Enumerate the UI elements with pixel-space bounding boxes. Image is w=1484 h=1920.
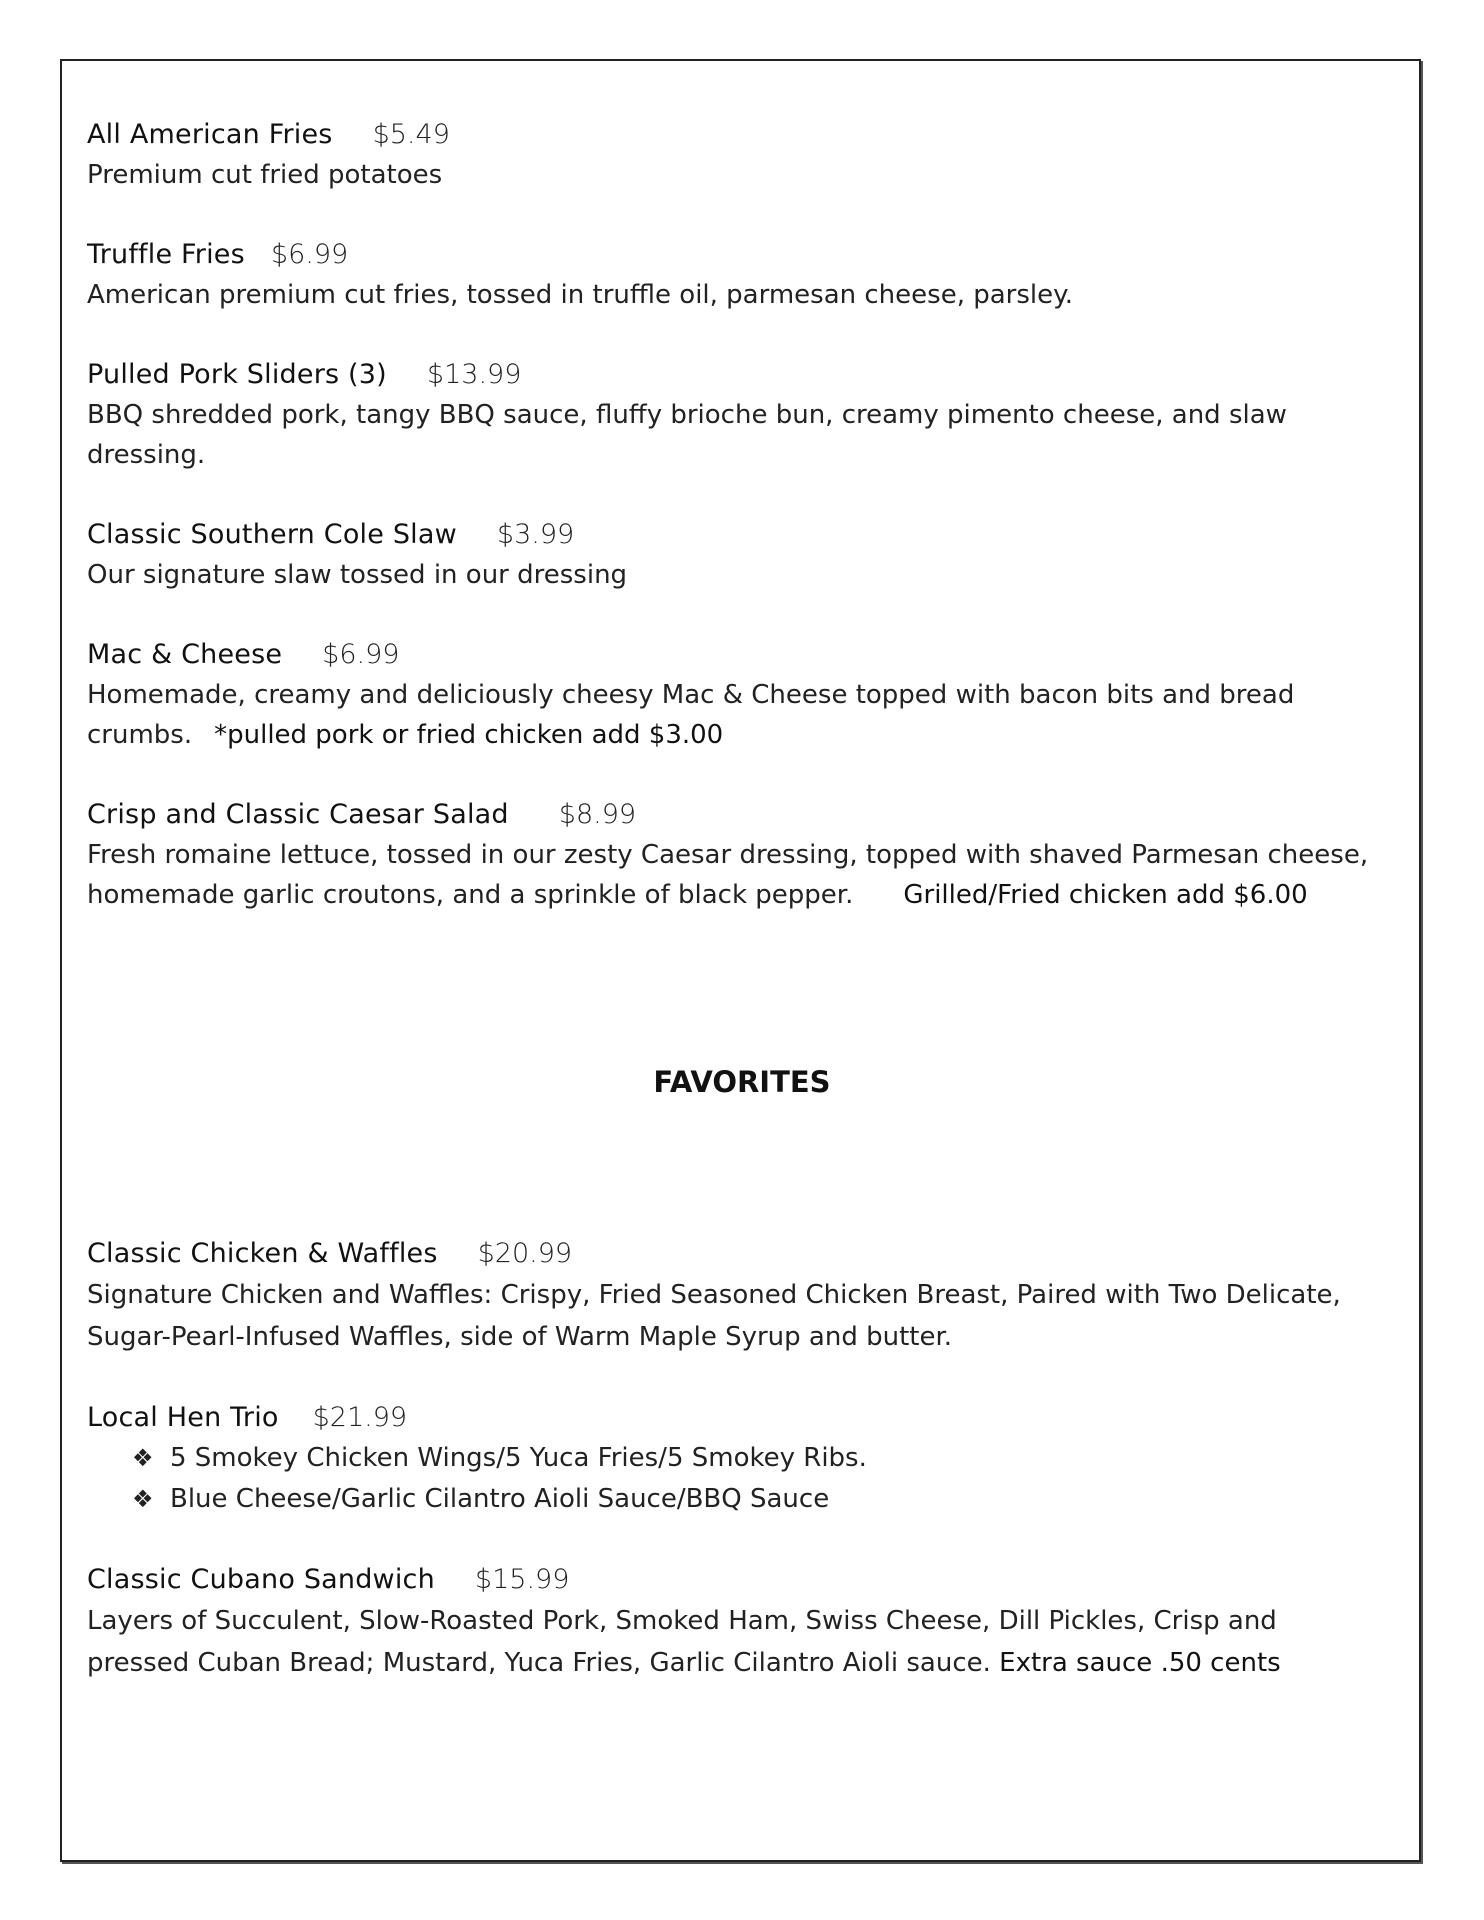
- section-title-favorites: FAVORITES: [653, 1065, 831, 1099]
- item-description: Our signature slaw tossed in our dressing: [87, 560, 628, 590]
- menu-item-local-hen-trio: [87, 1398, 1397, 1520]
- item-price: $6.99: [322, 639, 400, 670]
- item-name: Classic Cubano Sandwich: [87, 1564, 435, 1595]
- list-item: ❖ Blue Cheese/Garlic Cilantro Aioli Sauce/BBQ Sauce: [132, 1479, 1397, 1520]
- item-price: $3.99: [496, 519, 575, 550]
- item-price: $15.99: [474, 1564, 570, 1595]
- item-price: $6.99: [270, 239, 349, 270]
- menu-item-truffle-fries: [87, 235, 1397, 315]
- item-description-text: Layers of Succulent, Slow-Roasted Pork, Smoked Ham, Swiss Cheese, Dill Pickles, Crisp and pressed Cuban Bread; Mustard, Yuca Fries, Garlic Cilantro Aioli sauce.: [87, 1606, 1277, 1678]
- item-description: American premium cut fries, tossed in truffle oil, parmesan cheese, parsley.: [87, 280, 1074, 310]
- item-price: $21.99: [312, 1402, 408, 1433]
- item-description: Premium cut fried potatoes: [87, 160, 443, 190]
- item-description: Signature Chicken and Waffles: Crispy, Fried Seasoned Chicken Breast, Paired with Two Delicate, Sugar-Pearl-Infused Waffles, side of Warm Maple Syrup and butter.: [87, 1280, 1341, 1352]
- item-price: $13.99: [426, 359, 522, 390]
- item-description: [87, 675, 1367, 755]
- item-price: $8.99: [558, 799, 637, 830]
- item-price: $20.99: [477, 1238, 573, 1269]
- item-name: Pulled Pork Sliders (3): [87, 359, 387, 390]
- item-name: All American Fries: [87, 119, 333, 150]
- list-item: ❖ 5 Smokey Chicken Wings/5 Yuca Fries/5 Smokey Ribs.: [132, 1438, 1397, 1479]
- item-name: Mac & Cheese: [87, 639, 283, 670]
- item-description-text: Homemade, creamy and deliciously cheesy Mac & Cheese topped with bacon bits and bread crumbs.: [87, 680, 1295, 750]
- item-description: [87, 1600, 1367, 1684]
- item-name: Local Hen Trio: [87, 1402, 279, 1433]
- item-description: BBQ shredded pork, tangy BBQ sauce, fluffy brioche bun, creamy pimento cheese, and slaw dressing.: [87, 400, 1287, 470]
- item-bullet-list: [87, 1438, 1397, 1520]
- item-description: [87, 835, 1387, 915]
- item-addon: *pulled pork or fried chicken add $3.00: [214, 720, 724, 750]
- menu-item-pulled-pork-sliders: [87, 355, 1397, 475]
- menu-item-cubano-sandwich: [87, 1560, 1397, 1684]
- item-price: $5.49: [372, 119, 450, 150]
- four-diamond-bullet-icon: ❖: [132, 1444, 154, 1472]
- item-addon: Grilled/Fried chicken add $6.00: [903, 880, 1308, 910]
- item-description-text: Fresh romaine lettuce, tossed in our zesty Caesar dressing, topped with shaved Parmesan cheese, homemade garlic croutons, and a sprinkle of black pepper.: [87, 840, 1369, 910]
- item-name: Crisp and Classic Caesar Salad: [87, 799, 509, 830]
- four-diamond-bullet-icon: ❖: [132, 1485, 154, 1513]
- menu-item-all-american-fries: [87, 115, 1397, 195]
- menu-content: [87, 115, 1397, 1724]
- item-name: Truffle Fries: [87, 239, 245, 270]
- menu-item-mac-and-cheese: [87, 635, 1397, 755]
- menu-item-chicken-and-waffles: [87, 1234, 1397, 1358]
- item-name: Classic Southern Cole Slaw: [87, 519, 457, 550]
- item-addon: Extra sauce .50 cents: [999, 1648, 1281, 1678]
- item-name: Classic Chicken & Waffles: [87, 1238, 438, 1269]
- menu-item-caesar-salad: [87, 795, 1397, 915]
- menu-item-cole-slaw: [87, 515, 1397, 595]
